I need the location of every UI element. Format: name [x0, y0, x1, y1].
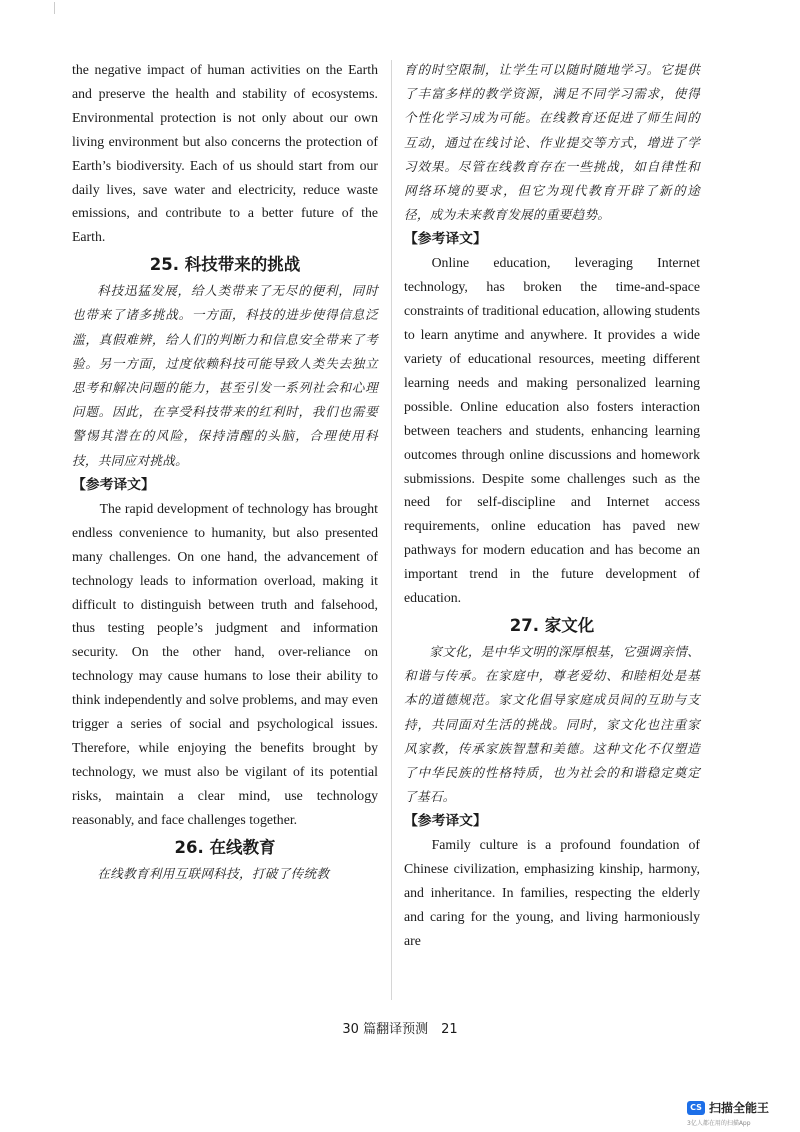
left-column — [72, 58, 378, 886]
right-column — [404, 58, 700, 953]
section-26-start — [72, 834, 378, 886]
section27-english-start: Family culture is a profound foundation of Chinese civilization, emphasizing kinship, harmony, and inheritance. In families, respecting the elderly and caring for the young, and living harmoniously are — [404, 837, 700, 949]
watermark-title: 扫描全能王 — [709, 1101, 770, 1115]
section26-english-text: Online education, leveraging Internet technology, has broken the time-and-space constraints of traditional education, allowing students to learn anytime and anywhere. It provides a wide variety of educational resources, meeting different learning needs and making personalized learning possible. Online education also fosters interaction between teachers and students, enhancing learning outcomes through online discussions and homework submissions. Despite some challenges such as the need for self-discipline and Internet access requirements, online education has paved new pathways for modern education and has become an important trend in the future development of education. — [404, 255, 700, 606]
section27-heading: 27. 家文化 — [509, 616, 595, 636]
section27-chinese-text: 家文化，是中华文明的深厚根基，它强调亲情、和谐与传承。在家庭中，尊老爱幼、和睦相处是基本的道德规范。家文化倡导家庭成员间的互助与支持，共同面对生活的挑战。同时，家文化也注重家风家教，传承家族智慧和美德。这种文化不仅塑造了中华民族的性格特质，也为社会的和谐稳定奠定了基石。 — [404, 644, 700, 805]
section26-heading: 26. 在线教育 — [174, 837, 276, 857]
column-divider — [391, 60, 392, 1000]
section25-chinese-text: 科技迅猛发展，给人类带来了无尽的便利，同时也带来了诸多挑战。一方面，科技的进步使得信息泛滥，真假难辨，给人们的判断力和信息安全带来了考验。另一方面，过度依赖科技可能导致人类失去独立思考和解决问题的能力，甚至引发一系列社会和心理问题。因此，在享受科技带来的红利时，我们也需要警惕其潜在的风险，保持清醒的头脑，合理使用科技，共同应对挑战。 — [72, 283, 378, 468]
section26-reference-label: 【参考译文】 — [404, 231, 487, 248]
section26-chinese-start: 在线教育利用互联网科技，打破了传统教 — [97, 865, 330, 881]
section-26-continued — [404, 58, 700, 610]
camscanner-logo-icon: CS — [687, 1101, 705, 1115]
section25-heading: 25. 科技带来的挑战 — [149, 255, 301, 275]
section24-translation-continued: the negative impact of human activities on the Earth and preserve the health and stability of ecosystems. Environmental protection is not only about our own living environment but also concerns the protection of Earth’s biodiversity. Each of us should start from our daily lives, save water and electricity, reduce waste emissions, and contribute to a better future of the Earth. — [72, 62, 378, 245]
section27-reference-label: 【参考译文】 — [404, 813, 487, 830]
scanner-watermark — [683, 1096, 795, 1130]
watermark-subtitle: 3亿人都在用的扫描App — [687, 1120, 751, 1127]
page-footer: 30 篇翻译预测 21 — [342, 1022, 458, 1037]
section26-chinese-continued: 育的时空限制，让学生可以随时随地学习。它提供了丰富多样的教学资源，满足不同学习需求，使得个性化学习成为可能。在线教育还促进了师生间的互动，通过在线讨论、作业提交等方式，增进了学习效果。尽管在线教育存在一些挑战，如自律性和网络环境的要求，但它为现代教育开辟了新的途径，成为未来教育发展的重要趋势。 — [404, 62, 700, 223]
section25-reference-label: 【参考译文】 — [72, 476, 155, 493]
section-25 — [72, 251, 378, 831]
section25-english-text: The rapid development of technology has brought endless convenience to humanity, but also presented many challenges. On one hand, the advancement of technology leads to information overload, making it difficult to distinguish between truth and falsehood, thus testing people’s judgment and information security. On the other hand, over-reliance on technology may cause humans to lose their ability to think independently and solve problems, and may even trigger a series of social and psychological issues. Therefore, while enjoying the benefits brought by technology, we must also be vigilant of its potential risks, maintain a clear mind, use technology reasonably, and face challenges together. — [72, 500, 378, 827]
section-27 — [404, 612, 700, 953]
scan-edge-mark — [54, 2, 55, 14]
